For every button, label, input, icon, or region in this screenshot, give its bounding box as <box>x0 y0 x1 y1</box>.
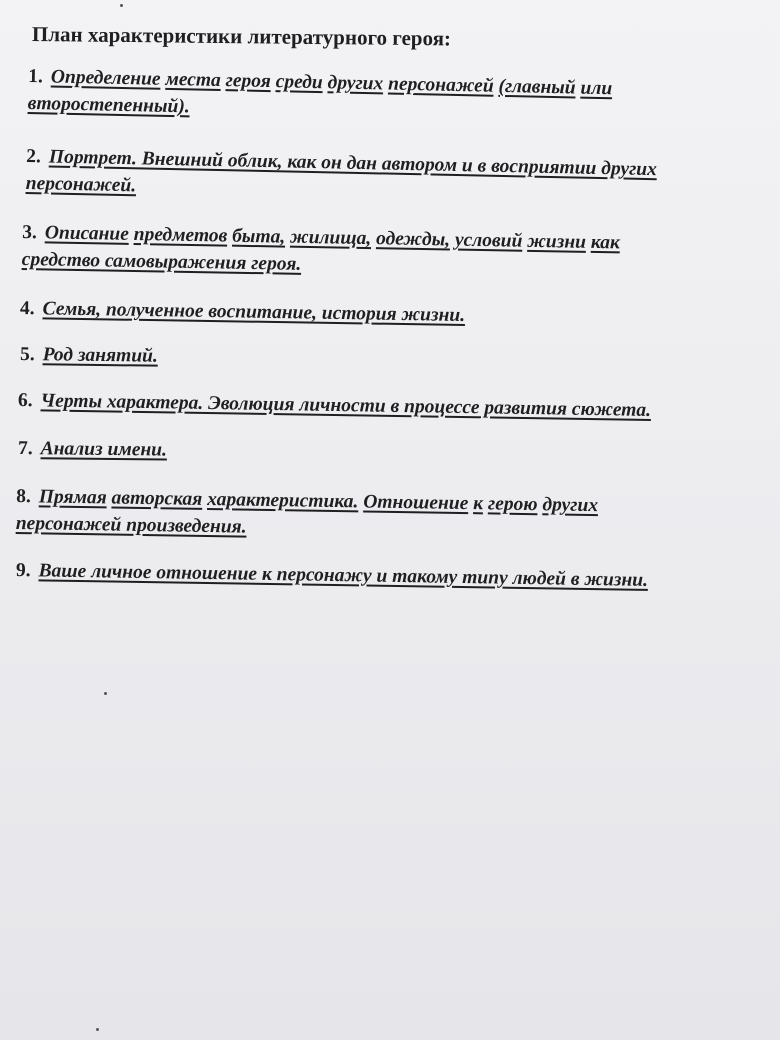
plan-item-word: характеристика. <box>207 489 359 513</box>
plan-item-number: 5. <box>19 344 35 366</box>
plan-item-7-line-1 <box>18 436 780 471</box>
paper-speck <box>96 1028 99 1031</box>
plan-item-number: 7. <box>17 438 33 460</box>
plan-item-6-line-1 <box>18 388 780 427</box>
plan-item-word: других <box>327 72 384 95</box>
plan-item-text: второстепенный). <box>27 92 190 118</box>
plan-item-text: Семья, полученное воспитание, история жизни. <box>42 298 466 326</box>
plan-item-text: Ваше личное отношение к персонажу и такому типу людей в жизни. <box>38 560 649 591</box>
plan-item-word: персонажей <box>387 73 494 97</box>
plan-item-word: условий <box>454 229 523 252</box>
plan-item-text: Черты характера. Эволюция личности в процессе развития сюжета. <box>40 390 652 421</box>
plan-item-text: средство самовыражения героя. <box>21 248 302 275</box>
plan-item-4 <box>20 296 780 335</box>
plan-item-word: Прямая <box>38 486 107 509</box>
plan-item-9 <box>16 558 780 597</box>
plan-item-word: жилища, <box>289 226 372 250</box>
plan-item-word: Отношение <box>363 491 469 515</box>
plan-item-text: Род занятий. <box>42 344 158 367</box>
plan-item-number: 2. <box>26 146 42 168</box>
plan-item-number: 1. <box>28 66 44 88</box>
plan-item-number: 8. <box>16 486 32 508</box>
plan-item-text: Анализ имени. <box>40 438 168 461</box>
plan-item-word: быта, <box>231 225 286 248</box>
paper-speck <box>120 4 123 7</box>
plan-item-word: героя <box>225 70 272 93</box>
plan-item-word: Определение <box>50 66 161 90</box>
plan-item-number: 6. <box>17 390 33 412</box>
plan-item-word: других <box>542 494 599 517</box>
plan-item-4-line-1 <box>20 296 780 335</box>
plan-item-number: 4. <box>19 298 35 320</box>
plan-item-text: персонажей. <box>25 172 137 197</box>
plan-item-word: предметов <box>133 223 228 247</box>
plan-item-9-line-1 <box>16 558 780 597</box>
plan-item-2 <box>25 144 780 215</box>
plan-item-word: среди <box>275 71 323 94</box>
plan-item-8 <box>16 484 780 550</box>
plan-item-text: Портрет. Внешний облик, как он дан автором и в восприятии других <box>48 146 658 181</box>
plan-item-word: к <box>473 493 484 515</box>
plan-item-5 <box>20 342 780 379</box>
plan-item-word: или <box>580 77 613 100</box>
plan-item-3 <box>22 220 780 288</box>
plan-item-1 <box>27 64 780 135</box>
plan-item-7 <box>18 436 780 471</box>
plan-item-word: Описание <box>44 222 130 245</box>
document-title: План характеристики литературного героя: <box>31 22 452 51</box>
plan-item-word: герою <box>487 493 538 516</box>
plan-item-word: места <box>165 68 222 92</box>
paper-speck <box>104 692 107 695</box>
plan-item-word: авторская <box>111 487 203 510</box>
plan-item-number: 3. <box>22 222 38 244</box>
plan-item-5-line-1 <box>20 342 780 379</box>
plan-item-number: 9. <box>15 560 31 582</box>
plan-item-6 <box>18 388 780 427</box>
plan-item-word: (главный <box>498 75 576 99</box>
plan-item-text: персонажей произведения. <box>15 512 247 538</box>
plan-item-word: одежды, <box>375 228 451 251</box>
plan-item-word: жизни <box>527 230 587 253</box>
plan-item-word: как <box>590 231 621 254</box>
